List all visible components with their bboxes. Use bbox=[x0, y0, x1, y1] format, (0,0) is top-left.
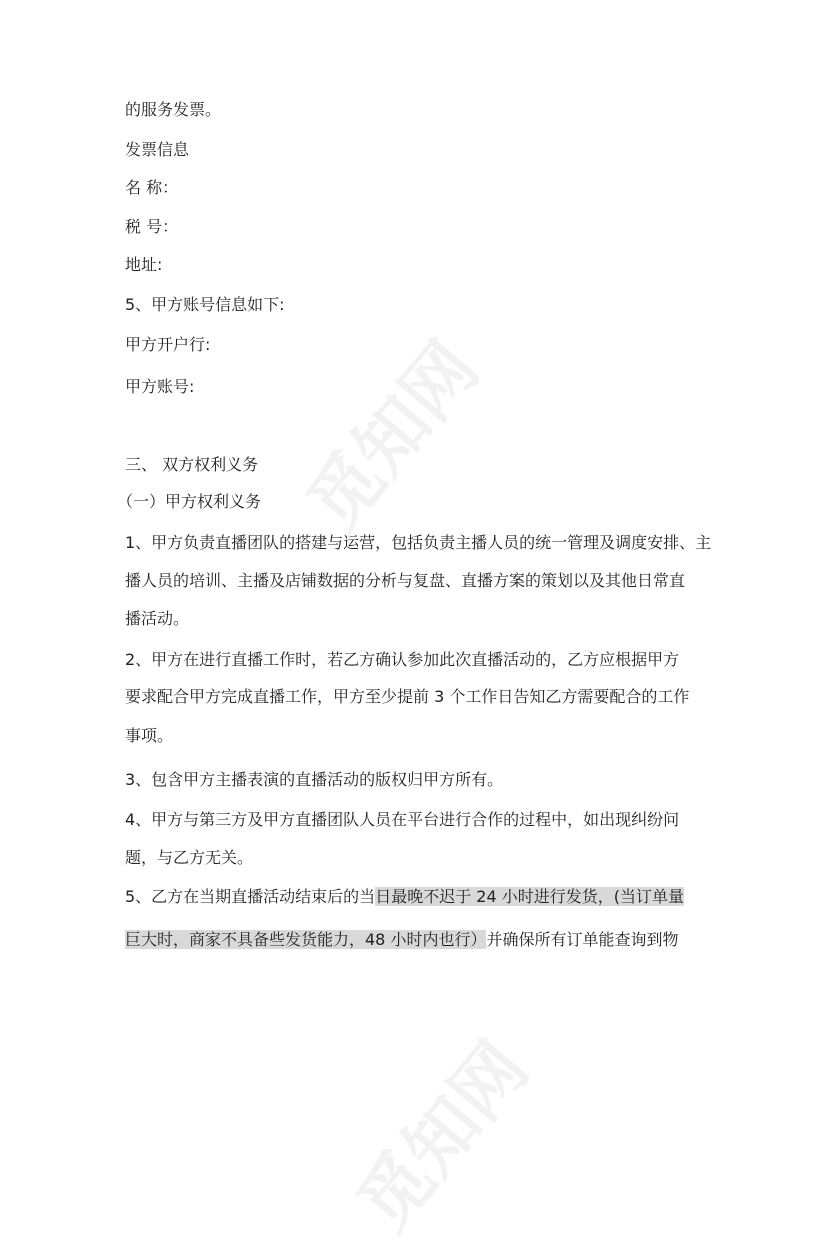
highlighted-text: 日最晚不迟于 24 小时进行发货，(当订单量 bbox=[375, 887, 684, 906]
watermark: 觅知网 bbox=[341, 1026, 545, 1246]
text-line: 题，与乙方无关。 bbox=[125, 848, 254, 867]
text-line: 3、包含甲方主播表演的直播活动的版权归甲方所有。 bbox=[125, 770, 504, 789]
text-line: 地址: bbox=[125, 255, 163, 274]
text-line: 发票信息 bbox=[125, 140, 190, 159]
text-span: 5、乙方在当期直播活动结束后的当 bbox=[125, 887, 376, 906]
text-line: 名 称： bbox=[125, 178, 179, 197]
text-line: 的服务发票。 bbox=[125, 100, 222, 119]
text-line: 2、甲方在进行直播工作时，若乙方确认参加此次直播活动的，乙方应根据甲方 bbox=[125, 650, 680, 669]
text-line bbox=[125, 887, 684, 907]
text-span: 并确保所有订单能查询到物 bbox=[486, 930, 679, 949]
text-line: 甲方开户行: bbox=[125, 335, 211, 354]
text-line bbox=[125, 930, 678, 950]
subsection-heading: （一）甲方权利义务 bbox=[117, 492, 262, 511]
text-line: 要求配合甲方完成直播工作，甲方至少提前 3 个工作日告知乙方需要配合的工作 bbox=[125, 687, 690, 706]
section-heading: 三、 双方权利义务 bbox=[125, 455, 259, 474]
highlighted-text: 巨大时，商家不具备些发货能力，48 小时内也行） bbox=[125, 930, 487, 949]
watermark: 觅知网 bbox=[291, 326, 495, 546]
text-line: 事项。 bbox=[125, 726, 174, 745]
text-line: 甲方账号: bbox=[125, 377, 195, 396]
text-line: 税 号： bbox=[125, 217, 179, 236]
text-line: 1、甲方负责直播团队的搭建与运营，包括负责主播人员的统一管理及调度安排、主 bbox=[125, 533, 712, 552]
text-line: 4、甲方与第三方及甲方直播团队人员在平台进行合作的过程中，如出现纠纷问 bbox=[125, 810, 680, 829]
text-line: 播活动。 bbox=[125, 609, 190, 628]
text-line: 5、甲方账号信息如下: bbox=[125, 295, 285, 314]
text-line: 播人员的培训、主播及店铺数据的分析与复盘、直播方案的策划以及其他日常直 bbox=[125, 571, 686, 590]
